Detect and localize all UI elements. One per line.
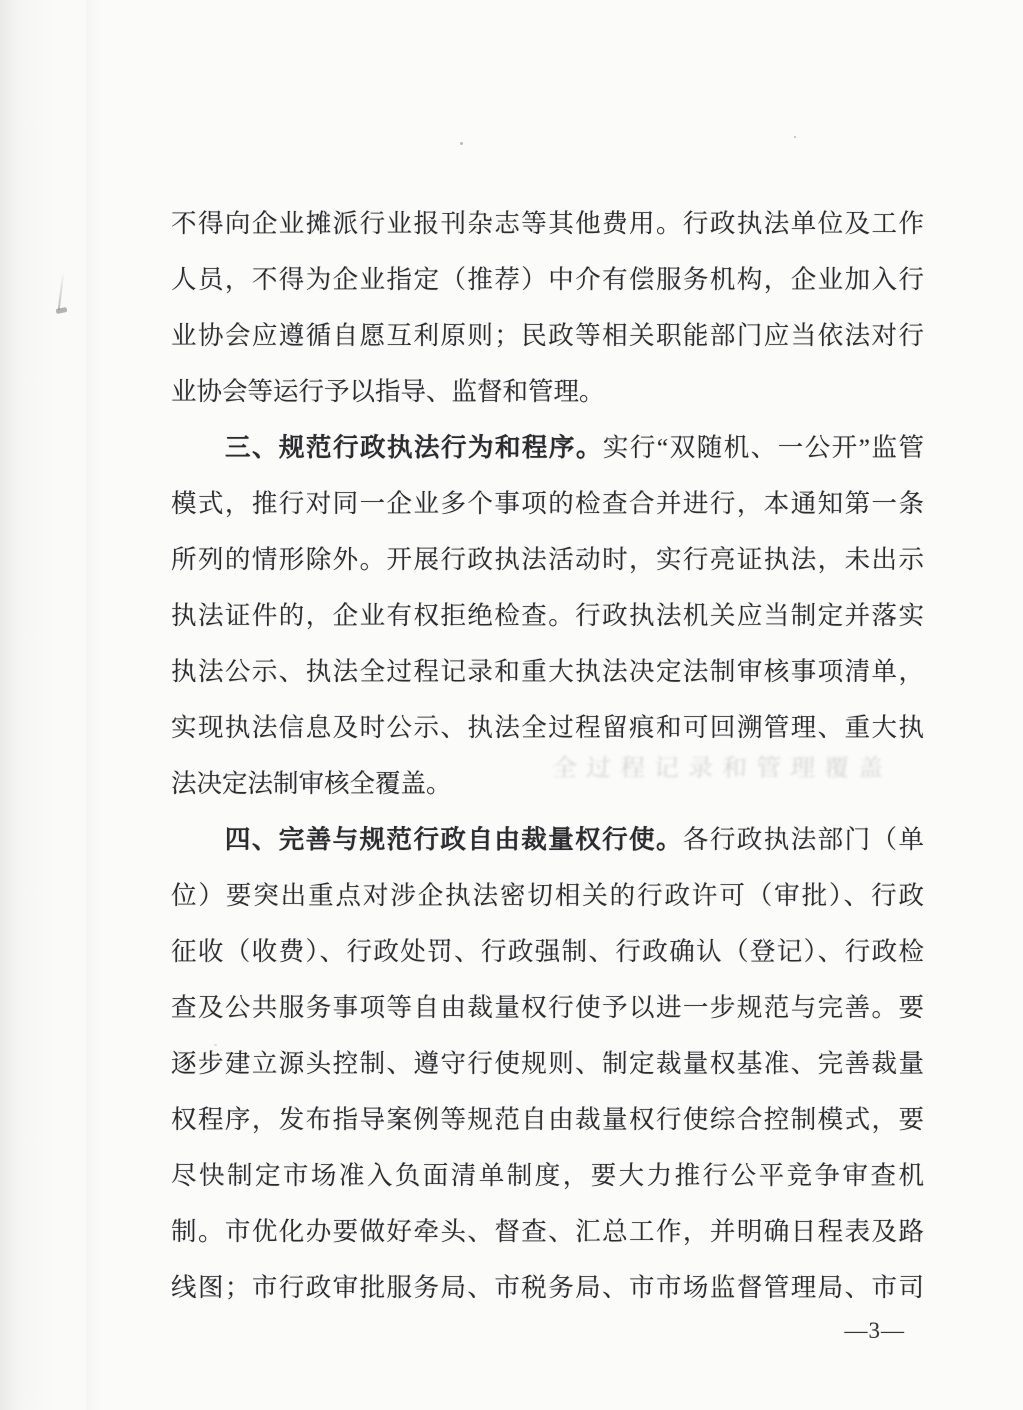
text-line	[171, 1092, 924, 1148]
text-line	[171, 924, 924, 980]
text-segment: 各行政执法部门（单	[682, 825, 924, 854]
section-heading-text: 四、完善与规范行政自由裁量权行使。	[224, 825, 683, 854]
text-line	[171, 1260, 924, 1316]
para-section-4	[171, 812, 924, 1316]
text-line	[171, 1204, 924, 1260]
scan-edge-streak	[86, 0, 102, 1410]
text-segment: 实现执法信息及时公示、执法全过程留痕和可回溯管理、重大执	[171, 713, 924, 742]
text-line	[171, 700, 924, 756]
text-segment: 所列的情形除外。开展行政执法活动时，实行亮证执法，未出示	[171, 545, 924, 574]
text-segment	[171, 825, 225, 854]
text-segment: 法决定法制审核全覆盖。	[171, 769, 452, 798]
text-segment: 尽快制定市场准入负面清单制度，要大力推行公平竞争审查机	[171, 1161, 924, 1190]
text-segment: 线图；市行政审批服务局、市税务局、市市场监督管理局、市司	[171, 1273, 924, 1302]
text-segment: 执法公示、执法全过程记录和重大执法决定法制审核事项清单，	[171, 657, 924, 686]
staple-mark-artifact	[56, 307, 68, 314]
text-line	[171, 1036, 924, 1092]
text-line	[171, 644, 924, 700]
text-segment: 实行“双随机、一公开”监管	[602, 433, 924, 462]
scan-speck	[794, 136, 796, 138]
scan-edge-shading	[0, 0, 110, 1410]
text-line	[171, 420, 924, 476]
text-line	[171, 812, 924, 868]
text-segment: 位）要突出重点对涉企执法密切相关的行政许可（审批）、行政	[171, 881, 924, 910]
text-segment: 业协会等运行予以指导、监督和管理。	[171, 377, 605, 406]
text-segment: 人员，不得为企业指定（推荐）中介有偿服务机构，企业加入行	[171, 265, 924, 294]
paper-hairline-artifact	[58, 272, 65, 310]
scan-speck	[460, 142, 463, 145]
text-line	[171, 364, 924, 420]
bleed-through-artifact: 全过程记录和管理覆盖	[551, 756, 893, 781]
text-segment: 权程序，发布指导案例等规范自由裁量权行使综合控制模式，要	[171, 1105, 924, 1134]
text-segment: 不得向企业摊派行业报刊杂志等其他费用。行政执法单位及工作	[171, 209, 924, 238]
document-body-text	[171, 196, 924, 1316]
text-segment: 查及公共服务事项等自由裁量权行使予以进一步规范与完善。要	[171, 993, 924, 1022]
para-section-3	[171, 420, 924, 812]
text-line	[171, 532, 924, 588]
text-line	[171, 756, 924, 812]
text-line	[171, 252, 924, 308]
text-segment: 业协会应遵循自愿互利原则；民政等相关职能部门应当依法对行	[171, 321, 924, 350]
text-segment: 逐步建立源头控制、遵守行使规则、制定裁量权基准、完善裁量	[171, 1049, 924, 1078]
page-number: —3—	[844, 1318, 905, 1343]
text-segment: 制。市优化办要做好牵头、督查、汇总工作，并明确日程表及路	[171, 1217, 924, 1246]
text-line	[171, 476, 924, 532]
text-segment	[171, 433, 225, 462]
para-continuation	[171, 196, 924, 420]
section-heading-text: 三、规范行政执法行为和程序。	[225, 433, 603, 462]
text-line	[171, 308, 924, 364]
text-segment: 征收（收费）、行政处罚、行政强制、行政确认（登记）、行政检	[171, 937, 924, 966]
text-line	[171, 588, 924, 644]
text-line	[171, 980, 924, 1036]
text-segment: 模式，推行对同一企业多个事项的检查合并进行，本通知第一条	[171, 489, 924, 518]
text-segment: 执法证件的，企业有权拒绝检查。行政执法机关应当制定并落实	[171, 601, 924, 630]
text-line	[171, 868, 924, 924]
text-line	[171, 196, 924, 252]
text-line	[171, 1148, 924, 1204]
